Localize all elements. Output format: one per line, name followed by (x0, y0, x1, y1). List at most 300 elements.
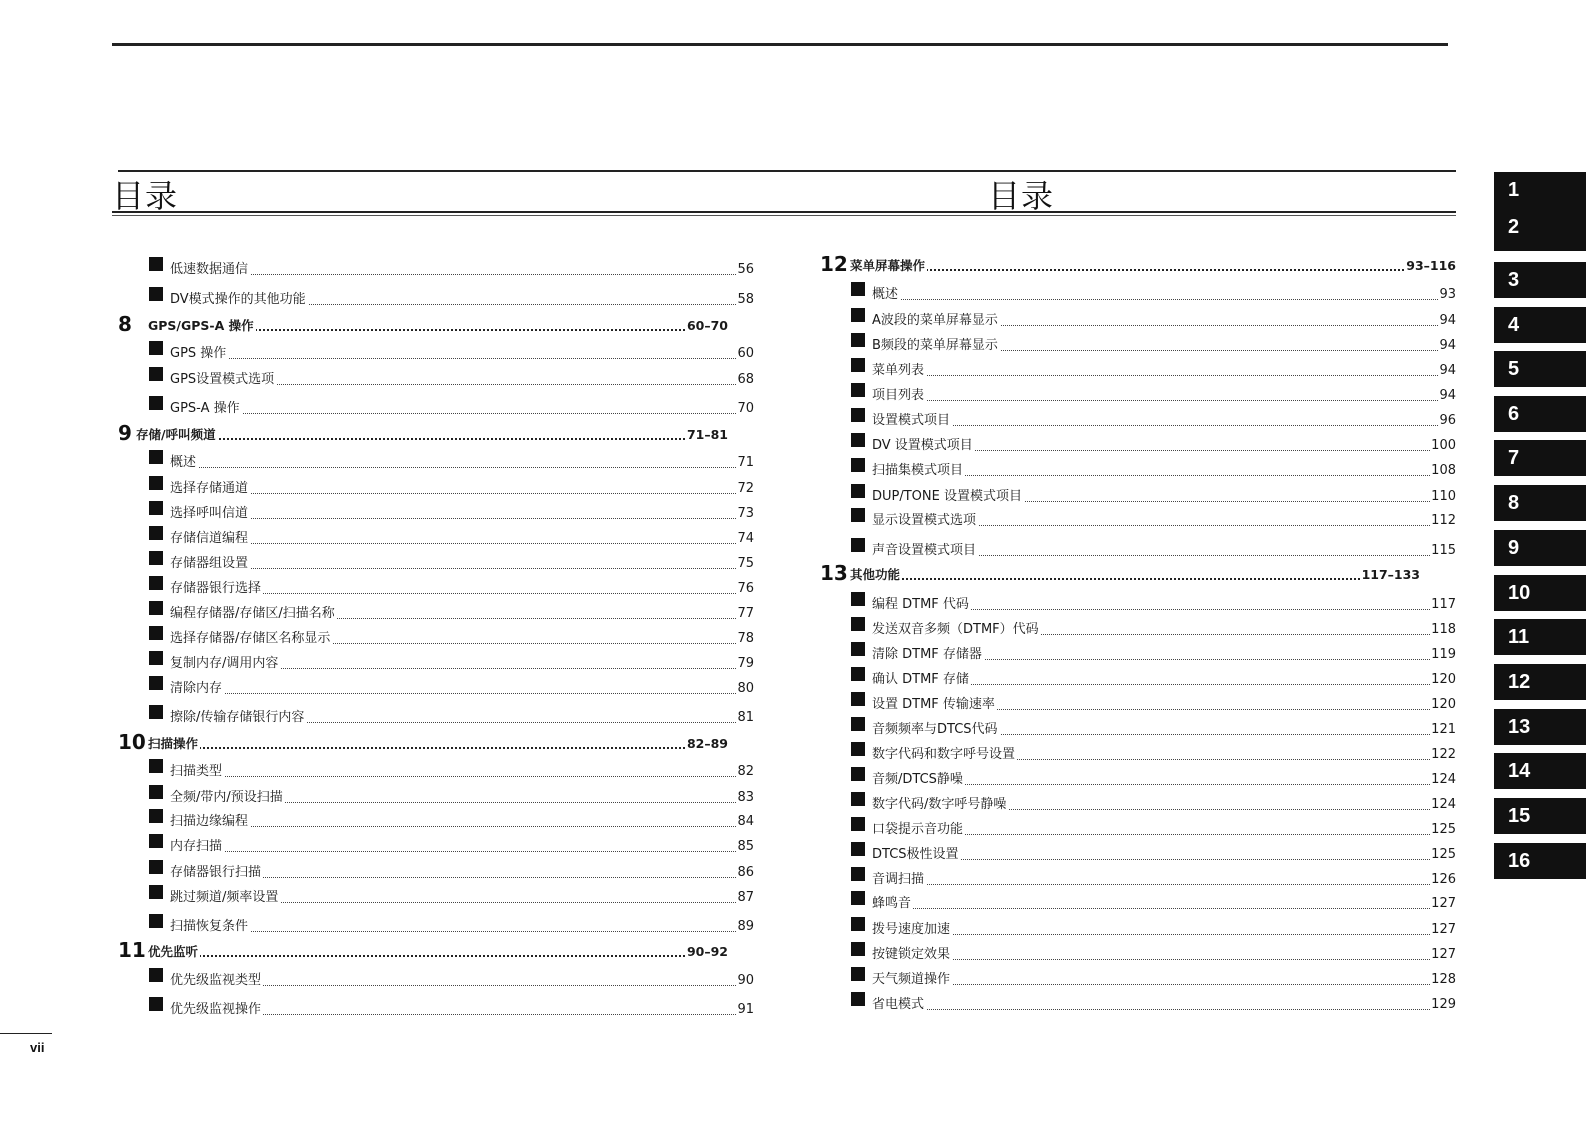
page-number-ref: 81 (737, 710, 754, 725)
page-number-ref: 86 (737, 865, 754, 880)
page-number-ref: 80 (737, 681, 754, 696)
page-number-ref: 56 (737, 262, 754, 277)
toc-entry-row[interactable] (851, 313, 1456, 329)
toc-entry-row[interactable] (851, 363, 1456, 379)
square-bullet-icon (851, 308, 865, 322)
chapter-tab-16[interactable] (1494, 843, 1586, 879)
page-number-ref: 94 (1439, 338, 1456, 353)
square-bullet-icon (851, 867, 865, 881)
square-bullet-icon (149, 396, 163, 410)
toc-entry-row[interactable] (851, 388, 1456, 404)
square-bullet-icon (851, 942, 865, 956)
toc-entry-row[interactable] (851, 338, 1456, 354)
section-title: GPS/GPS-A 操作 (148, 318, 254, 333)
dot-leader (170, 931, 754, 932)
toc-entry-row[interactable] (851, 722, 1456, 738)
page-number-ref: 108 (1431, 463, 1456, 478)
toc-entry-row[interactable] (851, 872, 1456, 888)
chapter-tab-label: 10 (1508, 582, 1531, 604)
square-bullet-icon (851, 992, 865, 1006)
entry-title: 概述 (170, 455, 197, 470)
page-number-ref: 82–89 (686, 736, 728, 751)
dot-leader (170, 776, 754, 777)
toc-entry-row[interactable] (149, 681, 754, 697)
entry-title: 编程存储器/存储区/扫描名称 (170, 606, 335, 621)
chapter-tab-10[interactable] (1494, 575, 1586, 611)
square-bullet-icon (851, 358, 865, 372)
square-bullet-icon (149, 834, 163, 848)
entry-title: 选择存储通道 (170, 481, 249, 496)
dot-leader (850, 269, 1456, 271)
square-bullet-icon (149, 450, 163, 464)
page-number-ref: 127 (1431, 896, 1456, 911)
page-number-ref: 94 (1439, 313, 1456, 328)
entry-title: 项目列表 (872, 388, 925, 403)
page-number-ref: 83 (737, 790, 754, 805)
page-number-ref: 112 (1431, 513, 1456, 528)
toc-entry-row[interactable] (851, 463, 1456, 479)
square-bullet-icon (851, 817, 865, 831)
page-number-ref: 120 (1431, 697, 1456, 712)
entry-title: 数字代码/数字呼号静噪 (872, 797, 1007, 812)
entry-title: 菜单列表 (872, 363, 925, 378)
entry-title: 选择存储器/存储区名称显示 (170, 631, 331, 646)
dot-leader (170, 274, 754, 275)
entry-title: 擦除/传输存储银行内容 (170, 710, 305, 725)
toc-entry-row[interactable] (851, 513, 1456, 529)
dot-leader (170, 693, 754, 694)
chapter-tab-label: 14 (1508, 760, 1531, 782)
square-bullet-icon (149, 257, 163, 271)
entry-title: DV 设置模式项目 (872, 438, 973, 453)
dot-leader (872, 375, 1456, 376)
page-number-ref: 96 (1439, 413, 1456, 428)
square-bullet-icon (149, 785, 163, 799)
chapter-tab-label: 4 (1508, 314, 1520, 336)
chapter-tab-7[interactable] (1494, 440, 1586, 476)
entry-title: 天气频道操作 (872, 972, 951, 987)
square-bullet-icon (149, 287, 163, 301)
square-bullet-icon (851, 458, 865, 472)
square-bullet-icon (149, 997, 163, 1011)
page-number-ref: 117 (1431, 597, 1456, 612)
chapter-number: 10 (118, 730, 146, 754)
square-bullet-icon (851, 484, 865, 498)
square-bullet-icon (149, 809, 163, 823)
page-number-ref: 100 (1431, 438, 1456, 453)
square-bullet-icon (851, 592, 865, 606)
toc-entry-row[interactable] (149, 372, 754, 388)
toc-entry-row[interactable] (851, 287, 1456, 303)
page-number-ref: 110 (1431, 489, 1456, 504)
toc-entry-row[interactable] (149, 973, 754, 989)
entry-title: 数字代码和数字呼号设置 (872, 747, 1016, 762)
square-bullet-icon (851, 792, 865, 806)
entry-title: 优先级监视操作 (170, 1002, 262, 1017)
square-bullet-icon (149, 576, 163, 590)
square-bullet-icon (851, 767, 865, 781)
square-bullet-icon (149, 341, 163, 355)
entry-title: 清除 DTMF 存储器 (872, 647, 982, 662)
page-number-ref: 128 (1431, 972, 1456, 987)
chapter-tab-3[interactable] (1494, 262, 1586, 298)
chapter-tab-11[interactable] (1494, 619, 1586, 655)
page-number-ref: 84 (737, 814, 754, 829)
page-number-ref: 121 (1431, 722, 1456, 737)
chapter-number: 12 (820, 252, 848, 276)
page-number-ref: 122 (1431, 747, 1456, 762)
page-number-ref: 93 (1439, 287, 1456, 302)
entry-title: 概述 (872, 287, 899, 302)
entry-title: 编程 DTMF 代码 (872, 597, 969, 612)
chapter-tab-2[interactable] (1494, 207, 1586, 251)
dot-leader (850, 578, 1420, 580)
dot-leader (148, 955, 728, 957)
square-bullet-icon (851, 667, 865, 681)
square-bullet-icon (851, 617, 865, 631)
square-bullet-icon (149, 601, 163, 615)
page-number-ref: 71–81 (686, 427, 728, 442)
toc-section-row[interactable] (118, 938, 728, 962)
toc-right-column (820, 0, 1456, 1122)
square-bullet-icon (851, 742, 865, 756)
square-bullet-icon (149, 367, 163, 381)
page-number-ref: 91 (737, 1002, 754, 1017)
toc-left-column (118, 0, 754, 1122)
section-title: 存储/呼叫频道 (136, 427, 216, 442)
dot-leader (148, 747, 728, 749)
entry-title: 存储器组设置 (170, 556, 249, 571)
page-number-ref: 60–70 (686, 318, 728, 333)
chapter-tab-label: 13 (1508, 716, 1531, 738)
square-bullet-icon (149, 526, 163, 540)
entry-title: 设置模式项目 (872, 413, 951, 428)
entry-title: 清除内存 (170, 681, 223, 696)
entry-title: 省电模式 (872, 997, 925, 1012)
toc-entry-row[interactable] (149, 606, 754, 622)
entry-title: B频段的菜单屏幕显示 (872, 338, 998, 353)
chapter-tab-6[interactable] (1494, 396, 1586, 432)
page-number-ref: 68 (737, 372, 754, 387)
toc-entry-row[interactable] (149, 839, 754, 855)
toc-entry-row[interactable] (149, 865, 754, 881)
page-number-ref: 127 (1431, 947, 1456, 962)
page-number-ref: 72 (737, 481, 754, 496)
entry-title: GPS-A 操作 (170, 401, 240, 416)
entry-title: 发送双音多频（DTMF）代码 (872, 622, 1039, 637)
toc-entry-row[interactable] (851, 489, 1456, 505)
entry-title: 扫描边缘编程 (170, 814, 249, 829)
entry-title: DTCS极性设置 (872, 847, 959, 862)
toc-entry-row[interactable] (851, 543, 1456, 559)
entry-title: 存储信道编程 (170, 531, 249, 546)
dot-leader (872, 934, 1456, 935)
entry-title: GPS 操作 (170, 346, 227, 361)
chapter-tab-15[interactable] (1494, 798, 1586, 834)
dot-leader (872, 1009, 1456, 1010)
square-bullet-icon (851, 333, 865, 347)
entry-title: 设置 DTMF 传输速率 (872, 697, 995, 712)
section-title: 优先监听 (148, 944, 199, 959)
toc-entry-row[interactable] (851, 622, 1456, 638)
chapter-tab-label: 12 (1508, 671, 1531, 693)
dot-leader (872, 884, 1456, 885)
toc-entry-row[interactable] (149, 656, 754, 672)
page-number-rule (0, 1033, 52, 1034)
square-bullet-icon (149, 705, 163, 719)
toc-entry-row[interactable] (149, 401, 754, 417)
square-bullet-icon (851, 967, 865, 981)
chapter-number: 11 (118, 938, 146, 962)
chapter-number: 13 (820, 561, 848, 585)
chapter-tab-4[interactable] (1494, 307, 1586, 343)
chapter-tab-13[interactable] (1494, 709, 1586, 745)
page-number-ref: 129 (1431, 997, 1456, 1012)
square-bullet-icon (851, 917, 865, 931)
square-bullet-icon (149, 860, 163, 874)
chapter-tab-12[interactable] (1494, 664, 1586, 700)
entry-title: 全频/带内/预设扫描 (170, 790, 283, 805)
toc-entry-row[interactable] (851, 947, 1456, 963)
dot-leader (170, 467, 754, 468)
toc-entry-row[interactable] (149, 481, 754, 497)
page-number-ref: 58 (737, 292, 754, 307)
entry-title: GPS设置模式选项 (170, 372, 275, 387)
entry-title: 复制内存/调用内容 (170, 656, 279, 671)
entry-title: 蜂鸣音 (872, 896, 912, 911)
page-number-ref: 71 (737, 455, 754, 470)
toc-entry-row[interactable] (149, 455, 754, 471)
toc-entry-row[interactable] (851, 647, 1456, 663)
entry-title: 选择呼叫信道 (170, 506, 249, 521)
page-number-ref: 118 (1431, 622, 1456, 637)
page-number-ref: 94 (1439, 363, 1456, 378)
chapter-tab-14[interactable] (1494, 753, 1586, 789)
section-title: 菜单屏幕操作 (850, 258, 926, 273)
page-number-ref: 73 (737, 506, 754, 521)
square-bullet-icon (851, 508, 865, 522)
toc-entry-row[interactable] (149, 631, 754, 647)
page-number-ref: 127 (1431, 922, 1456, 937)
entry-title: 内存扫描 (170, 839, 223, 854)
toc-entry-row[interactable] (149, 346, 754, 362)
chapter-tab-label: 2 (1508, 216, 1520, 238)
page-number-ref: 74 (737, 531, 754, 546)
toc-section-row[interactable] (820, 252, 1456, 276)
toc-entry-row[interactable] (149, 506, 754, 522)
page-number-ref: 115 (1431, 543, 1456, 558)
toc-entry-row[interactable] (149, 710, 754, 726)
page-number-ref: 85 (737, 839, 754, 854)
square-bullet-icon (851, 717, 865, 731)
toc-entry-row[interactable] (149, 531, 754, 547)
square-bullet-icon (149, 759, 163, 773)
square-bullet-icon (149, 914, 163, 928)
page-number: vii (30, 1040, 45, 1055)
toc-section-row[interactable] (820, 561, 1420, 585)
toc-entry-row[interactable] (851, 896, 1456, 912)
page-number-ref: 79 (737, 656, 754, 671)
square-bullet-icon (851, 692, 865, 706)
entry-title: 声音设置模式项目 (872, 543, 977, 558)
page-number-ref: 70 (737, 401, 754, 416)
chapter-tab-label: 15 (1508, 805, 1531, 827)
chapter-tab-label: 3 (1508, 269, 1520, 291)
page-number-ref: 93–116 (1406, 258, 1456, 273)
toc-entry-row[interactable] (149, 790, 754, 806)
square-bullet-icon (149, 501, 163, 515)
chapter-tab-label: 9 (1508, 537, 1520, 559)
entry-title: 存储器银行扫描 (170, 865, 262, 880)
dot-leader (170, 851, 754, 852)
entry-title: 低速数据通信 (170, 262, 249, 277)
chapter-tab-1[interactable] (1494, 172, 1586, 207)
dot-leader (170, 358, 754, 359)
square-bullet-icon (149, 551, 163, 565)
toc-entry-row[interactable] (149, 556, 754, 572)
page-number-ref: 77 (737, 606, 754, 621)
dot-leader (170, 543, 754, 544)
entry-title: 口袋提示音功能 (872, 822, 964, 837)
entry-title: 跳过频道/频率设置 (170, 890, 279, 905)
toc-section-row[interactable] (118, 730, 728, 754)
page-number-ref: 124 (1431, 772, 1456, 787)
page-title-right: 目录 (988, 177, 1055, 215)
toc-entry-row[interactable] (851, 747, 1456, 763)
chapter-tab-label: 7 (1508, 447, 1520, 469)
chapter-tab-9[interactable] (1494, 530, 1586, 566)
toc-entry-row[interactable] (149, 764, 754, 780)
square-bullet-icon (149, 626, 163, 640)
entry-title: 按键锁定效果 (872, 947, 951, 962)
toc-entry-row[interactable] (149, 1002, 754, 1018)
toc-section-row[interactable] (118, 312, 728, 336)
toc-entry-row[interactable] (851, 672, 1456, 688)
entry-title: 音频/DTCS静噪 (872, 772, 963, 787)
toc-entry-row[interactable] (851, 972, 1456, 988)
page-number-ref: 89 (737, 919, 754, 934)
toc-entry-row[interactable] (149, 814, 754, 830)
toc-entry-row[interactable] (851, 697, 1456, 713)
toc-entry-row[interactable] (851, 597, 1456, 613)
chapter-tab-label: 16 (1508, 850, 1531, 872)
chapter-tab-label: 8 (1508, 492, 1520, 514)
page-number-ref: 87 (737, 890, 754, 905)
page-title-left: 目录 (112, 177, 179, 215)
dot-leader (872, 400, 1456, 401)
chapter-tab-label: 6 (1508, 403, 1520, 425)
page-number-ref: 75 (737, 556, 754, 571)
square-bullet-icon (851, 383, 865, 397)
entry-title: 音频频率与DTCS代码 (872, 722, 998, 737)
toc-entry-row[interactable] (851, 797, 1456, 813)
dot-leader (170, 568, 754, 569)
chapter-tab-label: 5 (1508, 358, 1520, 380)
square-bullet-icon (149, 885, 163, 899)
toc-entry-row[interactable] (851, 922, 1456, 938)
page-number-ref: 90 (737, 973, 754, 988)
dot-leader (872, 984, 1456, 985)
page-number-ref: 124 (1431, 797, 1456, 812)
section-title: 其他功能 (850, 567, 901, 582)
page-number-ref: 126 (1431, 872, 1456, 887)
page-number-ref: 119 (1431, 647, 1456, 662)
toc-section-row[interactable] (118, 421, 728, 445)
page-number-ref: 78 (737, 631, 754, 646)
square-bullet-icon (149, 651, 163, 665)
dot-leader (170, 826, 754, 827)
dot-leader (872, 299, 1456, 300)
square-bullet-icon (851, 642, 865, 656)
square-bullet-icon (149, 676, 163, 690)
square-bullet-icon (851, 842, 865, 856)
entry-title: 扫描类型 (170, 764, 223, 779)
square-bullet-icon (851, 282, 865, 296)
chapter-tab-8[interactable] (1494, 485, 1586, 521)
toc-entry-row[interactable] (851, 772, 1456, 788)
toc-entry-row[interactable] (149, 890, 754, 906)
dot-leader (170, 518, 754, 519)
chapter-tabs (1494, 0, 1586, 1122)
entry-title: 扫描恢复条件 (170, 919, 249, 934)
dot-leader (148, 438, 728, 440)
chapter-tab-label: 1 (1508, 179, 1520, 201)
page-number-ref: 125 (1431, 822, 1456, 837)
square-bullet-icon (149, 968, 163, 982)
chapter-number: 8 (118, 312, 132, 336)
entry-title: 存储器银行选择 (170, 581, 262, 596)
toc-entry-row[interactable] (851, 413, 1456, 429)
entry-title: 显示设置模式选项 (872, 513, 977, 528)
toc-entry-row[interactable] (149, 292, 754, 308)
entry-title: 音调扫描 (872, 872, 925, 887)
page-number-ref: 117–133 (1361, 567, 1420, 582)
entry-title: DUP/TONE 设置模式项目 (872, 489, 1022, 504)
toc-entry-row[interactable] (851, 822, 1456, 838)
chapter-number: 9 (118, 421, 132, 445)
page-number-ref: 76 (737, 581, 754, 596)
entry-title: A波段的菜单屏幕显示 (872, 313, 998, 328)
toc-entry-row[interactable] (851, 438, 1456, 454)
entry-title: 扫描集模式项目 (872, 463, 964, 478)
entry-title: 优先级监视类型 (170, 973, 262, 988)
dot-leader (872, 908, 1456, 909)
entry-title: DV模式操作的其他功能 (170, 292, 306, 307)
page-number-ref: 82 (737, 764, 754, 779)
square-bullet-icon (851, 538, 865, 552)
dot-leader (872, 425, 1456, 426)
page-number-ref: 125 (1431, 847, 1456, 862)
page-number-ref: 120 (1431, 672, 1456, 687)
toc-entry-row[interactable] (851, 847, 1456, 863)
page-number-ref: 60 (737, 346, 754, 361)
square-bullet-icon (851, 891, 865, 905)
page-number-ref: 90–92 (686, 944, 728, 959)
chapter-tab-5[interactable] (1494, 351, 1586, 387)
section-title: 扫描操作 (148, 736, 199, 751)
entry-title: 拨号速度加速 (872, 922, 951, 937)
square-bullet-icon (149, 476, 163, 490)
dot-leader (872, 959, 1456, 960)
square-bullet-icon (851, 433, 865, 447)
toc-entry-row[interactable] (149, 919, 754, 935)
toc-entry-row[interactable] (149, 262, 754, 278)
dot-leader (170, 413, 754, 414)
square-bullet-icon (851, 408, 865, 422)
toc-entry-row[interactable] (149, 581, 754, 597)
toc-entry-row[interactable] (851, 997, 1456, 1013)
entry-title: 确认 DTMF 存储 (872, 672, 969, 687)
